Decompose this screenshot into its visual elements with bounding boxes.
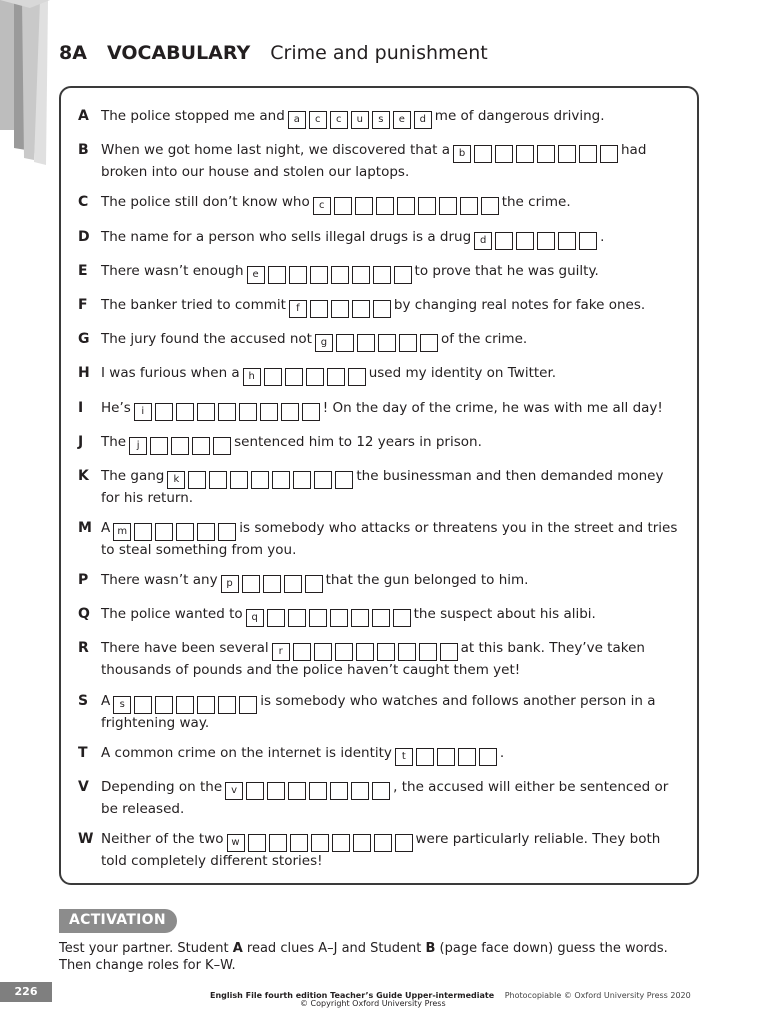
clue-panel xyxy=(59,86,699,885)
letter-box[interactable] xyxy=(353,834,371,852)
letter-box[interactable]: s xyxy=(372,111,390,129)
letter-box[interactable] xyxy=(440,643,458,661)
letter-box[interactable] xyxy=(330,609,348,627)
letter-box[interactable] xyxy=(416,748,434,766)
answer-boxes[interactable] xyxy=(221,575,323,593)
clue-text-after: that the gun belonged to him. xyxy=(325,572,529,588)
clue-text-after: of the crime. xyxy=(440,331,528,347)
letter-box[interactable] xyxy=(263,575,281,593)
clue-text xyxy=(101,141,683,181)
answer-boxes[interactable] xyxy=(246,609,411,627)
letter-box[interactable] xyxy=(331,300,349,318)
clue-text xyxy=(101,399,683,421)
clue-letter: Q xyxy=(78,606,90,622)
answer-boxes[interactable] xyxy=(272,643,458,661)
answer-boxes[interactable] xyxy=(288,111,432,129)
letter-box[interactable] xyxy=(268,266,286,284)
activation-label: ACTIVATION xyxy=(69,912,166,928)
answer-boxes[interactable] xyxy=(453,145,618,163)
clue-text-before: The police wanted to xyxy=(101,606,243,622)
letter-box[interactable] xyxy=(558,232,576,250)
clue-text-after: ! On the day of the crime, he was with me all day! xyxy=(322,400,663,416)
letter-box[interactable] xyxy=(197,523,215,541)
clue-text-before: There have been several xyxy=(101,640,269,656)
clue-letter: P xyxy=(78,572,89,588)
clue-text-before: I was furious when a xyxy=(101,365,240,381)
letter-box[interactable] xyxy=(356,643,374,661)
clue-text-after: . xyxy=(499,745,505,761)
instructions-text-2: read clues A–J and Student xyxy=(242,941,426,956)
letter-box[interactable] xyxy=(293,643,311,661)
letter-box[interactable] xyxy=(192,437,210,455)
letter-box[interactable] xyxy=(516,232,534,250)
clue-letter: C xyxy=(78,194,89,210)
letter-box[interactable] xyxy=(314,471,332,489)
clue-text-before: A xyxy=(101,520,111,536)
letter-box[interactable]: q xyxy=(246,609,264,627)
letter-box[interactable] xyxy=(290,834,308,852)
clue-text xyxy=(101,364,683,386)
clue-text-before: Depending on the xyxy=(101,779,223,795)
clue-text-before: There wasn’t enough xyxy=(101,263,244,279)
letter-box[interactable] xyxy=(398,643,416,661)
clue-text-after: . xyxy=(600,229,605,245)
letter-box[interactable]: p xyxy=(221,575,239,593)
letter-box[interactable] xyxy=(460,197,478,215)
activation-instructions xyxy=(59,940,699,974)
letter-box[interactable] xyxy=(495,232,513,250)
letter-box[interactable] xyxy=(374,834,392,852)
letter-box[interactable]: m xyxy=(113,523,131,541)
answer-boxes[interactable] xyxy=(289,300,391,318)
letter-box[interactable]: c xyxy=(309,111,327,129)
letter-box[interactable] xyxy=(309,782,327,800)
clue-text xyxy=(101,467,683,507)
letter-box[interactable]: k xyxy=(167,471,185,489)
letter-box[interactable] xyxy=(251,471,269,489)
clue-text-before: There wasn’t any xyxy=(101,572,218,588)
answer-boxes[interactable] xyxy=(227,834,413,852)
clue-text-after: to prove that he was guilty. xyxy=(414,263,599,279)
letter-box[interactable]: t xyxy=(395,748,413,766)
letter-box[interactable] xyxy=(331,266,349,284)
letter-box[interactable] xyxy=(420,334,438,352)
clue-letter: W xyxy=(78,831,94,847)
letter-box[interactable] xyxy=(516,145,534,163)
letter-box[interactable] xyxy=(289,266,307,284)
clue-text xyxy=(101,639,683,679)
clue-text-after: used my identity on Twitter. xyxy=(368,365,557,381)
footer xyxy=(210,991,691,1000)
clue-text-before: The gang xyxy=(101,468,165,484)
letter-box[interactable] xyxy=(600,145,618,163)
clue-text-after: sentenced him to 12 years in prison. xyxy=(234,434,482,450)
letter-box[interactable] xyxy=(314,643,332,661)
letter-box[interactable] xyxy=(357,334,375,352)
activation-tab xyxy=(59,909,177,933)
clue-text-before: The police stopped me and xyxy=(101,108,285,124)
letter-box[interactable] xyxy=(239,403,257,421)
letter-box[interactable] xyxy=(310,266,328,284)
clue-text-before: When we got home last night, we discovered that a xyxy=(101,142,450,158)
clue-text xyxy=(101,692,683,732)
clue-text-after: the crime. xyxy=(501,194,571,210)
letter-box[interactable]: e xyxy=(393,111,411,129)
letter-box[interactable]: c xyxy=(330,111,348,129)
letter-box[interactable] xyxy=(230,471,248,489)
student-b-label: B xyxy=(425,941,436,956)
letter-box[interactable]: d xyxy=(474,232,492,250)
answer-boxes[interactable] xyxy=(129,437,231,455)
instructions-text-1: Test your partner. Student xyxy=(59,941,233,956)
letter-box[interactable] xyxy=(327,368,345,386)
letter-box[interactable] xyxy=(155,696,173,714)
letter-box[interactable] xyxy=(418,197,436,215)
letter-box[interactable]: u xyxy=(351,111,369,129)
letter-box[interactable] xyxy=(373,300,391,318)
letter-box[interactable] xyxy=(334,197,352,215)
letter-box[interactable] xyxy=(332,834,350,852)
clue-letter: S xyxy=(78,693,89,709)
letter-box[interactable]: e xyxy=(247,266,265,284)
clue-text-before: The banker tried to commit xyxy=(101,297,286,313)
clue-letter: F xyxy=(78,297,88,313)
letter-box[interactable] xyxy=(330,782,348,800)
clue-letter: E xyxy=(78,263,88,279)
answer-boxes[interactable] xyxy=(474,232,597,250)
letter-box[interactable] xyxy=(188,471,206,489)
letter-box[interactable]: f xyxy=(289,300,307,318)
clue-letter: M xyxy=(78,520,92,536)
letter-box[interactable]: w xyxy=(227,834,245,852)
clue-text-after: me of dangerous driving. xyxy=(434,108,605,124)
letter-box[interactable] xyxy=(267,782,285,800)
letter-box[interactable] xyxy=(537,232,555,250)
letter-box[interactable]: g xyxy=(315,334,333,352)
clue-text-before: The jury found the accused not xyxy=(101,331,312,347)
clue-text-after: is somebody who watches and follows another person in a frightening way. xyxy=(101,693,656,731)
letter-box[interactable] xyxy=(495,145,513,163)
student-a-label: A xyxy=(232,941,243,956)
letter-box[interactable] xyxy=(260,403,278,421)
letter-box[interactable] xyxy=(269,834,287,852)
letter-box[interactable] xyxy=(306,368,324,386)
clue-text-after: the businessman and then demanded money for his return. xyxy=(101,468,664,506)
letter-box[interactable] xyxy=(355,197,373,215)
letter-box[interactable] xyxy=(393,609,411,627)
clue-text xyxy=(101,744,683,766)
letter-box[interactable] xyxy=(352,266,370,284)
letter-box[interactable] xyxy=(209,471,227,489)
letter-box[interactable]: s xyxy=(113,696,131,714)
letter-box[interactable] xyxy=(458,748,476,766)
clue-text-before: The xyxy=(101,434,127,450)
letter-box[interactable] xyxy=(239,696,257,714)
letter-box[interactable] xyxy=(348,368,366,386)
answer-boxes[interactable] xyxy=(247,266,412,284)
answer-boxes[interactable] xyxy=(315,334,438,352)
answer-boxes[interactable] xyxy=(225,782,390,800)
clue-text-before: He’s xyxy=(101,400,131,416)
letter-box[interactable] xyxy=(351,609,369,627)
instructions-text-3: (page face down) guess the words. Then change roles for K–W. xyxy=(59,941,668,973)
clue-text xyxy=(101,433,683,455)
letter-box[interactable] xyxy=(377,643,395,661)
clue-letter: J xyxy=(78,434,84,450)
letter-box[interactable] xyxy=(281,403,299,421)
letter-box[interactable]: c xyxy=(313,197,331,215)
clue-letter: T xyxy=(78,745,88,761)
letter-box[interactable] xyxy=(176,523,194,541)
letter-box[interactable] xyxy=(218,523,236,541)
letter-box[interactable] xyxy=(352,300,370,318)
clue-text xyxy=(101,571,683,593)
clue-letter: R xyxy=(78,640,89,656)
letter-box[interactable] xyxy=(335,643,353,661)
clue-text-before: Neither of the two xyxy=(101,831,224,847)
clue-text-before: A common crime on the internet is identity xyxy=(101,745,392,761)
letter-box[interactable] xyxy=(150,437,168,455)
letter-box[interactable] xyxy=(474,145,492,163)
letter-box[interactable] xyxy=(305,575,323,593)
letter-box[interactable] xyxy=(376,197,394,215)
letter-box[interactable]: i xyxy=(134,403,152,421)
letter-box[interactable] xyxy=(373,266,391,284)
letter-box[interactable] xyxy=(155,403,173,421)
clue-text-after: by changing real notes for fake ones. xyxy=(393,297,646,313)
topic-title: Crime and punishment xyxy=(270,42,488,64)
letter-box[interactable] xyxy=(579,145,597,163)
clue-letter: D xyxy=(78,229,90,245)
lesson-code: 8A xyxy=(59,42,87,64)
letter-box[interactable] xyxy=(439,197,457,215)
clue-text xyxy=(101,830,683,870)
letter-box[interactable]: r xyxy=(272,643,290,661)
letter-box[interactable] xyxy=(218,696,236,714)
clue-text-before: A xyxy=(101,693,111,709)
page-heading xyxy=(59,42,488,64)
clue-text-after: , the accused will either be sentenced or be released. xyxy=(101,779,669,817)
letter-box[interactable] xyxy=(288,609,306,627)
letter-box[interactable] xyxy=(248,834,266,852)
letter-box[interactable]: b xyxy=(453,145,471,163)
answer-boxes[interactable] xyxy=(395,748,497,766)
clue-text-after: had broken into our house and stolen our laptops. xyxy=(101,142,647,180)
letter-box[interactable] xyxy=(293,471,311,489)
letter-box[interactable] xyxy=(479,748,497,766)
letter-box[interactable] xyxy=(351,782,369,800)
clue-letter: V xyxy=(78,779,89,795)
letter-box[interactable] xyxy=(537,145,555,163)
answer-boxes[interactable] xyxy=(113,523,236,541)
letter-box[interactable] xyxy=(311,834,329,852)
letter-box[interactable] xyxy=(302,403,320,421)
answer-boxes[interactable] xyxy=(113,696,257,714)
letter-box[interactable] xyxy=(395,834,413,852)
clue-letter: B xyxy=(78,142,89,158)
clue-text-before: The name for a person who sells illegal drugs is a drug xyxy=(101,229,472,245)
letter-box[interactable] xyxy=(397,197,415,215)
letter-box[interactable] xyxy=(264,368,282,386)
clue-letter: G xyxy=(78,331,90,347)
clue-letter: I xyxy=(78,400,84,416)
footer-photocopiable: Photocopiable © Oxford University Press 2020 xyxy=(504,991,691,1000)
clue-text xyxy=(101,605,683,627)
clue-text-after: at this bank. They’ve taken thousands of pounds and the police haven’t caught them yet! xyxy=(101,640,645,678)
clue-text xyxy=(101,107,683,129)
letter-box[interactable]: a xyxy=(288,111,306,129)
corner-decoration xyxy=(0,0,52,170)
clue-letter: A xyxy=(78,108,89,124)
letter-box[interactable] xyxy=(335,471,353,489)
footer-copyright: © Copyright Oxford University Press xyxy=(300,999,446,1008)
letter-box[interactable] xyxy=(171,437,189,455)
letter-box[interactable] xyxy=(176,403,194,421)
clue-text-after: the suspect about his alibi. xyxy=(413,606,596,622)
letter-box[interactable] xyxy=(284,575,302,593)
footer-book-title: English File fourth edition Teacher’s Guide Upper-intermediate xyxy=(210,991,495,1000)
letter-box[interactable]: h xyxy=(243,368,261,386)
letter-box[interactable] xyxy=(197,696,215,714)
letter-box[interactable] xyxy=(242,575,260,593)
letter-box[interactable] xyxy=(267,609,285,627)
answer-boxes[interactable] xyxy=(134,403,320,421)
section-title: VOCABULARY xyxy=(106,42,251,64)
letter-box[interactable] xyxy=(176,696,194,714)
clue-text xyxy=(101,193,683,215)
letter-box[interactable] xyxy=(285,368,303,386)
letter-box[interactable] xyxy=(558,145,576,163)
clue-text xyxy=(101,228,683,250)
letter-box[interactable] xyxy=(218,403,236,421)
letter-box[interactable] xyxy=(372,609,390,627)
letter-box[interactable] xyxy=(213,437,231,455)
letter-box[interactable] xyxy=(437,748,455,766)
clue-text xyxy=(101,296,683,318)
clue-text xyxy=(101,330,683,352)
letter-box[interactable] xyxy=(309,609,327,627)
letter-box[interactable] xyxy=(134,696,152,714)
letter-box[interactable]: v xyxy=(225,782,243,800)
answer-boxes[interactable] xyxy=(243,368,366,386)
clue-text-after: is somebody who attacks or threatens you in the street and tries to steal something from you. xyxy=(101,520,678,558)
answer-boxes[interactable] xyxy=(313,197,499,215)
letter-box[interactable] xyxy=(336,334,354,352)
letter-box[interactable] xyxy=(579,232,597,250)
clue-text-before: The police still don’t know who xyxy=(101,194,310,210)
letter-box[interactable] xyxy=(155,523,173,541)
letter-box[interactable] xyxy=(246,782,264,800)
letter-box[interactable] xyxy=(481,197,499,215)
clue-text xyxy=(101,262,683,284)
letter-box[interactable] xyxy=(419,643,437,661)
letter-box[interactable] xyxy=(372,782,390,800)
letter-box[interactable] xyxy=(134,523,152,541)
clue-letter: H xyxy=(78,365,90,381)
letter-box[interactable]: d xyxy=(414,111,432,129)
clue-list xyxy=(61,88,697,883)
page-number: 226 xyxy=(0,982,52,1002)
letter-box[interactable] xyxy=(197,403,215,421)
clue-text xyxy=(101,519,683,559)
letter-box[interactable]: j xyxy=(129,437,147,455)
letter-box[interactable] xyxy=(394,266,412,284)
clue-text xyxy=(101,778,683,818)
answer-boxes[interactable] xyxy=(167,471,353,489)
clue-letter: K xyxy=(78,468,89,484)
clue-text-after: were particularly reliable. They both told completely different stories! xyxy=(101,831,661,869)
letter-box[interactable] xyxy=(378,334,396,352)
letter-box[interactable] xyxy=(399,334,417,352)
letter-box[interactable] xyxy=(310,300,328,318)
letter-box[interactable] xyxy=(272,471,290,489)
letter-box[interactable] xyxy=(288,782,306,800)
